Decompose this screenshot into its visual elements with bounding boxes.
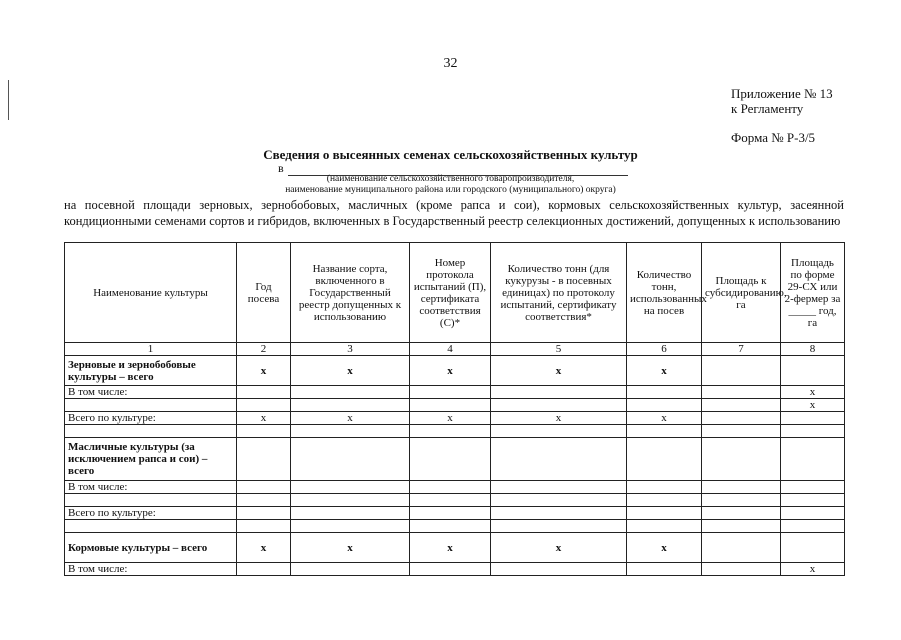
table-cell[interactable] (781, 438, 845, 481)
table-cell[interactable] (291, 438, 410, 481)
table-cell[interactable]: x (491, 533, 627, 563)
table-cell[interactable] (291, 520, 410, 533)
table-cell[interactable]: x (781, 399, 845, 412)
table-cell[interactable] (491, 438, 627, 481)
table-cell[interactable] (291, 399, 410, 412)
document-title: Сведения о высеянных семенах сельскохозяйственных культур (263, 147, 638, 162)
table-cell[interactable]: x (291, 412, 410, 425)
header-subsidy-area: Площадь к субсидированию, га (702, 243, 781, 343)
table-cell[interactable] (702, 481, 781, 494)
table-row (65, 356, 845, 386)
appendix-line-2: к Регламенту (731, 101, 804, 116)
table-row (65, 386, 845, 399)
table-cell[interactable]: x (237, 412, 291, 425)
table-cell[interactable] (781, 425, 845, 438)
table-header-row (65, 243, 845, 343)
field-note-line-2: наименование муниципального района или городского (муниципального) округа) (285, 185, 616, 195)
header-tons-used: Количество тонн, использованных на посев (627, 243, 702, 343)
table-cell[interactable] (491, 494, 627, 507)
crop-name-cell[interactable] (65, 399, 237, 412)
table-cell[interactable] (410, 399, 491, 412)
seeds-table (64, 242, 845, 576)
table-cell[interactable] (491, 386, 627, 399)
table-cell[interactable] (237, 520, 291, 533)
table-cell[interactable]: x (410, 412, 491, 425)
table-cell[interactable] (702, 507, 781, 520)
crop-name-cell[interactable]: Всего по культуре: (65, 507, 237, 520)
column-number: 3 (291, 343, 410, 356)
table-cell[interactable] (702, 533, 781, 563)
table-cell[interactable] (410, 481, 491, 494)
table-cell[interactable] (781, 533, 845, 563)
column-number: 5 (491, 343, 627, 356)
table-cell[interactable] (237, 507, 291, 520)
table-cell[interactable] (237, 425, 291, 438)
header-crop-name: Наименование культуры (65, 243, 237, 343)
table-body (65, 356, 845, 576)
table-cell[interactable] (781, 494, 845, 507)
table-row (65, 412, 845, 425)
table-cell[interactable] (410, 438, 491, 481)
header-tons-by-protocol: Количество тонн (для кукурузы - в посевных единицах) по протоколу испытаний, сертификату соответствия* (491, 243, 627, 343)
table-row (65, 507, 845, 520)
table-row (65, 399, 845, 412)
table-cell[interactable] (627, 520, 702, 533)
table-cell[interactable]: x (291, 533, 410, 563)
table-cell[interactable]: x (491, 356, 627, 386)
table-cell[interactable] (702, 425, 781, 438)
header-sowing-year: Год посева (237, 243, 291, 343)
table-cell[interactable] (781, 481, 845, 494)
table-cell[interactable]: x (410, 356, 491, 386)
column-number: 2 (237, 343, 291, 356)
table-cell[interactable] (491, 507, 627, 520)
table-cell[interactable] (702, 494, 781, 507)
crop-name-cell[interactable] (65, 494, 237, 507)
page-margin-line (8, 80, 9, 120)
table-cell[interactable] (410, 520, 491, 533)
table-cell[interactable] (237, 438, 291, 481)
table-cell[interactable] (627, 563, 702, 576)
header-area-29sx: Площадь по форме 29-СХ или 2-фермер за _____ год, га (781, 243, 845, 343)
table-cell[interactable] (627, 481, 702, 494)
crop-name-cell[interactable]: Масличные культуры (за исключением рапса и сои) – всего (65, 438, 237, 481)
table-row (65, 494, 845, 507)
table-cell[interactable] (491, 399, 627, 412)
crop-name-cell[interactable]: В том числе: (65, 481, 237, 494)
header-protocol-number: Номер протокола испытаний (П), сертификата соответствия (С)* (410, 243, 491, 343)
column-number: 4 (410, 343, 491, 356)
table-cell[interactable] (781, 507, 845, 520)
table-cell[interactable]: x (627, 356, 702, 386)
table-row (65, 481, 845, 494)
table-cell[interactable] (237, 563, 291, 576)
page-number: 32 (443, 56, 458, 71)
table-cell[interactable] (491, 481, 627, 494)
table-cell[interactable]: x (291, 356, 410, 386)
table-cell[interactable] (702, 412, 781, 425)
table-cell[interactable]: x (491, 412, 627, 425)
table-cell[interactable] (237, 494, 291, 507)
table-cell[interactable] (410, 563, 491, 576)
column-number: 6 (627, 343, 702, 356)
field-note-line-1: (наименование сельскохозяйственного товаропроизводителя, (326, 174, 575, 184)
table-row (65, 520, 845, 533)
table-cell[interactable]: x (781, 386, 845, 399)
table-row (65, 425, 845, 438)
table-cell[interactable] (627, 507, 702, 520)
table-cell[interactable] (702, 399, 781, 412)
crop-name-cell[interactable] (65, 425, 237, 438)
table-cell[interactable] (237, 399, 291, 412)
table-cell[interactable]: x (781, 563, 845, 576)
table-row (65, 563, 845, 576)
table-cell[interactable]: x (627, 412, 702, 425)
column-number-row (65, 343, 845, 356)
table-cell[interactable] (702, 438, 781, 481)
crop-name-cell[interactable]: В том числе: (65, 386, 237, 399)
column-number: 8 (781, 343, 845, 356)
table-cell[interactable]: x (237, 533, 291, 563)
table-cell[interactable] (702, 563, 781, 576)
column-number: 1 (65, 343, 237, 356)
table-cell[interactable] (627, 399, 702, 412)
table-cell[interactable] (627, 425, 702, 438)
table-cell[interactable]: x (237, 356, 291, 386)
table-row (65, 438, 845, 481)
table-cell[interactable] (291, 425, 410, 438)
table-cell[interactable] (702, 356, 781, 386)
table-cell[interactable] (291, 507, 410, 520)
in-label: в (278, 161, 284, 175)
table-row (65, 533, 845, 563)
table-cell[interactable] (627, 438, 702, 481)
table-cell[interactable]: x (627, 533, 702, 563)
table-cell[interactable] (491, 520, 627, 533)
table-cell[interactable] (410, 386, 491, 399)
table-cell[interactable] (237, 386, 291, 399)
table-cell[interactable] (781, 356, 845, 386)
crop-name-cell[interactable]: Всего по культуре: (65, 412, 237, 425)
table-cell[interactable] (491, 563, 627, 576)
table-cell[interactable] (410, 507, 491, 520)
form-number: Форма № Р-3/5 (731, 130, 816, 145)
table-cell[interactable] (410, 494, 491, 507)
crop-name-cell[interactable]: Зерновые и зернобобовые культуры – всего (65, 356, 237, 386)
column-number: 7 (702, 343, 781, 356)
table-cell[interactable] (627, 386, 702, 399)
header-variety-name: Название сорта, включенного в Государственный реестр допущенных к использованию (291, 243, 410, 343)
crop-name-cell[interactable]: В том числе: (65, 563, 237, 576)
table-cell[interactable] (781, 412, 845, 425)
table-cell[interactable] (237, 481, 291, 494)
appendix-line-1: Приложение № 13 (731, 86, 833, 101)
table-cell[interactable] (781, 520, 845, 533)
table-cell[interactable] (291, 386, 410, 399)
table-cell[interactable] (291, 563, 410, 576)
table-cell[interactable] (291, 494, 410, 507)
appendix-reference (731, 86, 833, 116)
table-cell[interactable] (491, 425, 627, 438)
table-cell[interactable] (291, 481, 410, 494)
crop-name-cell[interactable]: Кормовые культуры – всего (65, 533, 237, 563)
table-cell[interactable]: x (410, 533, 491, 563)
crop-name-cell[interactable] (65, 520, 237, 533)
table-cell[interactable] (627, 494, 702, 507)
table-cell[interactable] (702, 386, 781, 399)
table-cell[interactable] (410, 425, 491, 438)
table-cell[interactable] (702, 520, 781, 533)
document-description: на посевной площади зерновых, зернобобовых, масличных (кроме рапса и сои), кормовых сельскохозяйственных культур, засеянной кондиционными семенами сортов и гибридов, включенных в Государственный реестр селекционных достижений, допущенных к использованию (64, 198, 844, 228)
